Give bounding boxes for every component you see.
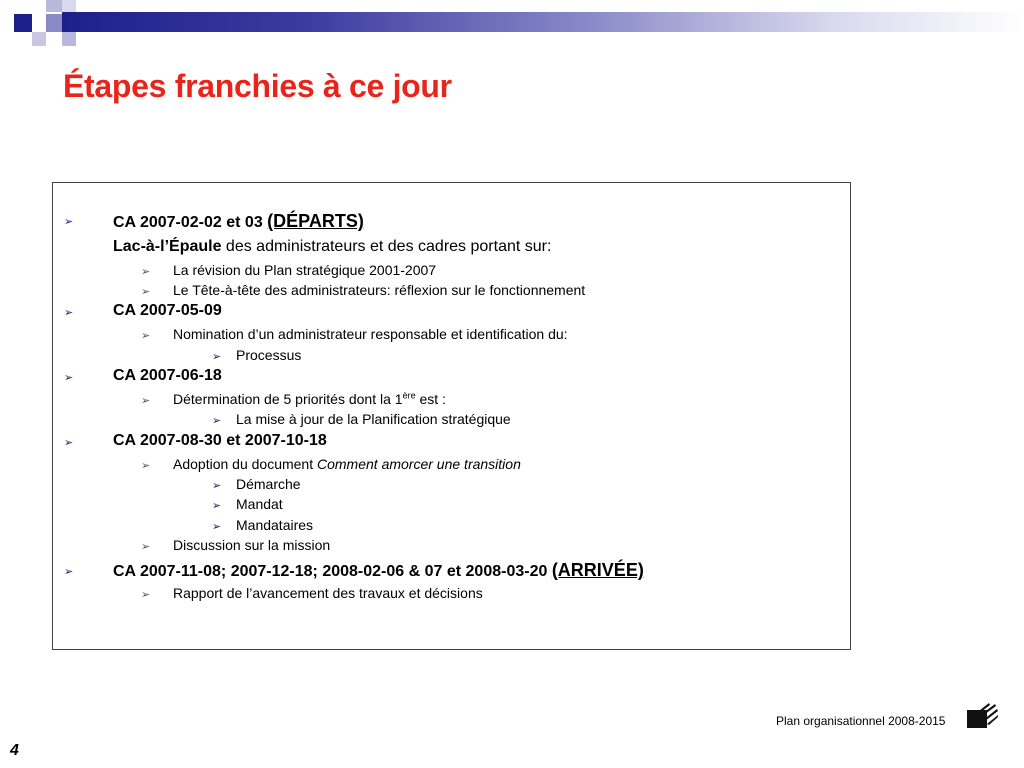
arrow-bullet-icon: ➢ — [141, 460, 151, 472]
departure-tag: (DÉPARTS) — [267, 211, 364, 231]
superscript: ère — [402, 390, 416, 401]
list-item-text: La mise à jour de la Planification stratégique — [236, 411, 511, 427]
arrow-bullet-icon: ➢ — [64, 307, 74, 319]
arrow-bullet-icon: ➢ — [64, 566, 74, 578]
arrow-bullet-icon: ➢ — [64, 216, 74, 228]
arrow-bullet-icon: ➢ — [141, 330, 151, 342]
leaf-logo-icon — [965, 702, 999, 730]
arrival-tag: (ARRIVÉE) — [551, 560, 644, 580]
priority-text: Détermination de 5 priorités dont la 1 — [173, 391, 403, 407]
header-gradient-bar — [62, 12, 1024, 32]
deco-square — [14, 14, 32, 32]
deco-square — [32, 32, 46, 46]
adoption-text: Adoption du document — [173, 456, 317, 472]
deco-square — [46, 14, 62, 32]
arrow-bullet-icon: ➢ — [64, 372, 74, 384]
arrow-bullet-icon: ➢ — [141, 395, 151, 407]
arrow-bullet-icon: ➢ — [64, 437, 74, 449]
list-item-text: Nomination d’un administrateur responsable et identification du: — [173, 326, 568, 342]
meeting-date: CA 2007-08-30 et 2007-10-18 — [113, 432, 327, 449]
header-decoration — [0, 0, 1024, 48]
retreat-name: Lac-à-l’Épaule — [113, 238, 222, 255]
page-number: 4 — [10, 742, 19, 759]
list-item-text: La révision du Plan stratégique 2001-2007 — [173, 262, 437, 278]
arrow-bullet-icon: ➢ — [141, 589, 151, 601]
deco-square — [62, 0, 76, 12]
meeting-dates: CA 2007-11-08; 2007-12-18; 2008-02-06 & 07 et 2008-03-20 — [113, 563, 552, 580]
retreat-description: des administrateurs et des cadres portant sur: — [221, 238, 552, 255]
arrow-bullet-icon: ➢ — [212, 480, 222, 492]
meeting-date: CA 2007-05-09 — [113, 302, 222, 319]
deco-square — [62, 32, 76, 46]
arrow-bullet-icon: ➢ — [141, 266, 151, 278]
footer-text: Plan organisationnel 2008-2015 — [776, 714, 946, 728]
arrow-bullet-icon: ➢ — [212, 415, 222, 427]
slide-title: Étapes franchies à ce jour — [63, 68, 452, 104]
arrow-bullet-icon: ➢ — [212, 351, 222, 363]
list-item-text: Le Tête-à-tête des administrateurs: réflexion sur le fonctionnement — [173, 282, 586, 298]
list-item-text: Mandat — [236, 496, 283, 512]
document-title: Comment amorcer une transition — [317, 456, 521, 472]
content-box — [52, 182, 851, 650]
meeting-date: CA 2007-02-02 et 03 — [113, 214, 268, 231]
arrow-bullet-icon: ➢ — [212, 500, 222, 512]
list-item-text: Processus — [236, 347, 302, 363]
arrow-bullet-icon: ➢ — [141, 286, 151, 298]
priority-text-end: est : — [415, 391, 446, 407]
meeting-date: CA 2007-06-18 — [113, 367, 222, 384]
arrow-bullet-icon: ➢ — [141, 541, 151, 553]
arrow-bullet-icon: ➢ — [212, 521, 222, 533]
list-item-text: Rapport de l’avancement des travaux et décisions — [173, 585, 483, 601]
list-item-text: Mandataires — [236, 517, 314, 533]
list-item-text: Discussion sur la mission — [173, 537, 331, 553]
list-item-text: Démarche — [236, 476, 301, 492]
deco-square — [46, 0, 62, 12]
